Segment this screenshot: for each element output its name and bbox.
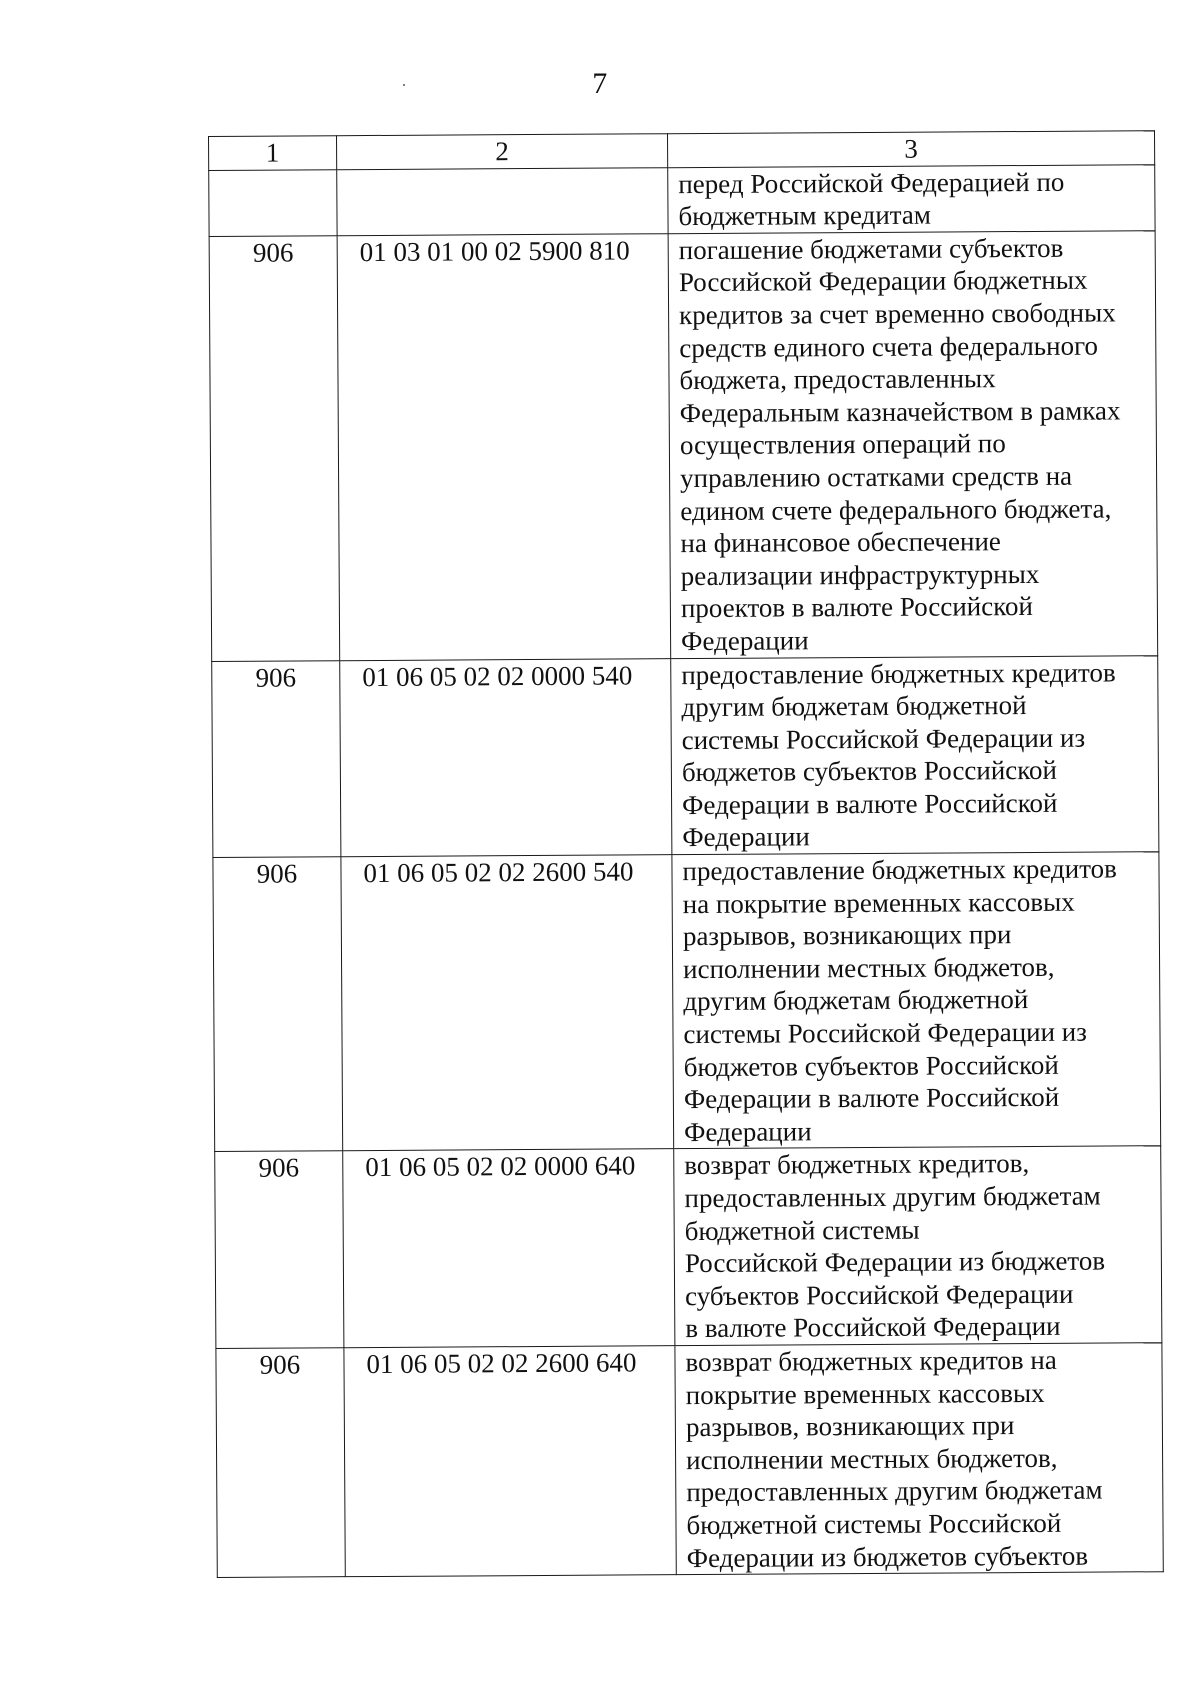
description-line: субъектов Российской Федерации	[685, 1278, 1074, 1311]
description-line: Федерации в валюте Российской	[683, 1082, 1060, 1115]
description-line: предоставленных другим бюджетам	[684, 1180, 1101, 1214]
description-line: возврат бюджетных кредитов,	[684, 1148, 1030, 1181]
description-cell	[668, 164, 1155, 233]
description-line: на финансовое обеспечение	[680, 526, 1001, 559]
description-line: системы Российской Федерации из	[683, 1016, 1087, 1050]
description-line: Российской Федерации из бюджетов	[684, 1245, 1106, 1279]
description-line: Федерации	[682, 821, 810, 853]
description-line: другим бюджетам бюджетной	[683, 984, 1029, 1017]
column-header-1: 1	[209, 136, 337, 170]
table-row	[209, 164, 1155, 236]
description-line: Федерации	[681, 625, 809, 657]
description-line: исполнении местных бюджетов,	[686, 1442, 1058, 1475]
description-cell	[671, 655, 1159, 855]
table-row	[215, 1146, 1162, 1348]
classification-code-cell: 01 03 01 00 02 5900 810	[337, 233, 671, 660]
description-cell	[668, 230, 1158, 658]
admin-code-cell	[209, 169, 337, 236]
description-cell	[674, 1146, 1162, 1346]
admin-code-cell: 906	[215, 1151, 344, 1348]
description-line: Федерации из бюджетов субъектов	[686, 1540, 1089, 1573]
description-line: исполнении местных бюджетов,	[683, 951, 1055, 984]
budget-classification-table	[208, 130, 1164, 1578]
description-line: в валюте Российской Федерации	[685, 1311, 1061, 1344]
description-line: кредитов за счет временно свободных	[679, 297, 1116, 331]
page-number: 7	[592, 67, 608, 100]
description-line: реализации инфраструктурных	[680, 558, 1040, 591]
description-line: бюджетным кредитам	[678, 199, 932, 232]
column-header-3: 3	[667, 131, 1154, 168]
table-header-row	[209, 131, 1155, 170]
description-cell	[672, 852, 1161, 1149]
admin-code-cell: 906	[216, 1348, 345, 1578]
admin-code-cell: 906	[213, 857, 343, 1152]
description-line: Федеральным казначейством в рамках	[679, 395, 1121, 428]
description-line: разрывов, возникающих при	[685, 1410, 1015, 1443]
description-line: предоставление бюджетных кредитов	[682, 853, 1117, 887]
table-row	[213, 852, 1161, 1152]
description-line: бюджетной системы	[684, 1214, 920, 1246]
classification-code-cell: 01 06 05 02 02 0000 640	[343, 1149, 675, 1348]
description-line: бюджета, предоставленных	[679, 363, 996, 396]
description-line: другим бюджетам бюджетной	[681, 690, 1027, 723]
classification-code-cell: 01 06 05 02 02 2600 640	[344, 1346, 676, 1577]
table-body	[209, 164, 1164, 1577]
classification-code-cell: 01 06 05 02 02 2600 540	[341, 855, 674, 1151]
description-line: бюджетной системы Российской	[686, 1507, 1062, 1541]
description-line: возврат бюджетных кредитов на	[685, 1344, 1057, 1378]
column-header-2: 2	[337, 134, 668, 170]
admin-code-cell: 906	[212, 660, 341, 857]
table-row	[209, 230, 1158, 660]
description-line: на покрытие временных кассовых	[682, 886, 1075, 919]
description-line: бюджетов субъектов Российской	[681, 755, 1058, 788]
description-line: перед Российской Федерацией по	[678, 166, 1065, 199]
description-line: Российской Федерации бюджетных	[678, 265, 1088, 298]
description-line: разрывов, возникающих при	[682, 919, 1012, 952]
classification-code-cell	[337, 167, 668, 235]
admin-code-cell: 906	[209, 235, 340, 660]
description-line: предоставленных другим бюджетам	[686, 1474, 1103, 1508]
table-row	[216, 1343, 1163, 1578]
description-line: проектов в валюте Российской	[680, 591, 1033, 624]
description-line: осуществления операций по	[679, 428, 1006, 461]
scan-speck	[403, 84, 405, 86]
description-line: системы Российской Федерации из	[681, 722, 1086, 755]
description-line: едином счете федерального бюджета,	[680, 493, 1112, 526]
description-line: покрытие временных кассовых	[685, 1377, 1045, 1410]
classification-code-cell: 01 06 05 02 02 0000 540	[340, 658, 672, 857]
description-line: Федерации	[684, 1116, 812, 1147]
table-row	[212, 655, 1159, 857]
description-line: Федерации в валюте Российской	[682, 787, 1058, 820]
description-line: бюджетов субъектов Российской	[683, 1049, 1059, 1082]
description-line: управлению остатками средств на	[680, 460, 1073, 494]
description-line: средств единого счета федерального	[679, 330, 1099, 363]
description-line: погашение бюджетами субъектов	[678, 232, 1064, 265]
description-cell	[675, 1343, 1163, 1575]
description-line: предоставление бюджетных кредитов	[681, 656, 1116, 690]
